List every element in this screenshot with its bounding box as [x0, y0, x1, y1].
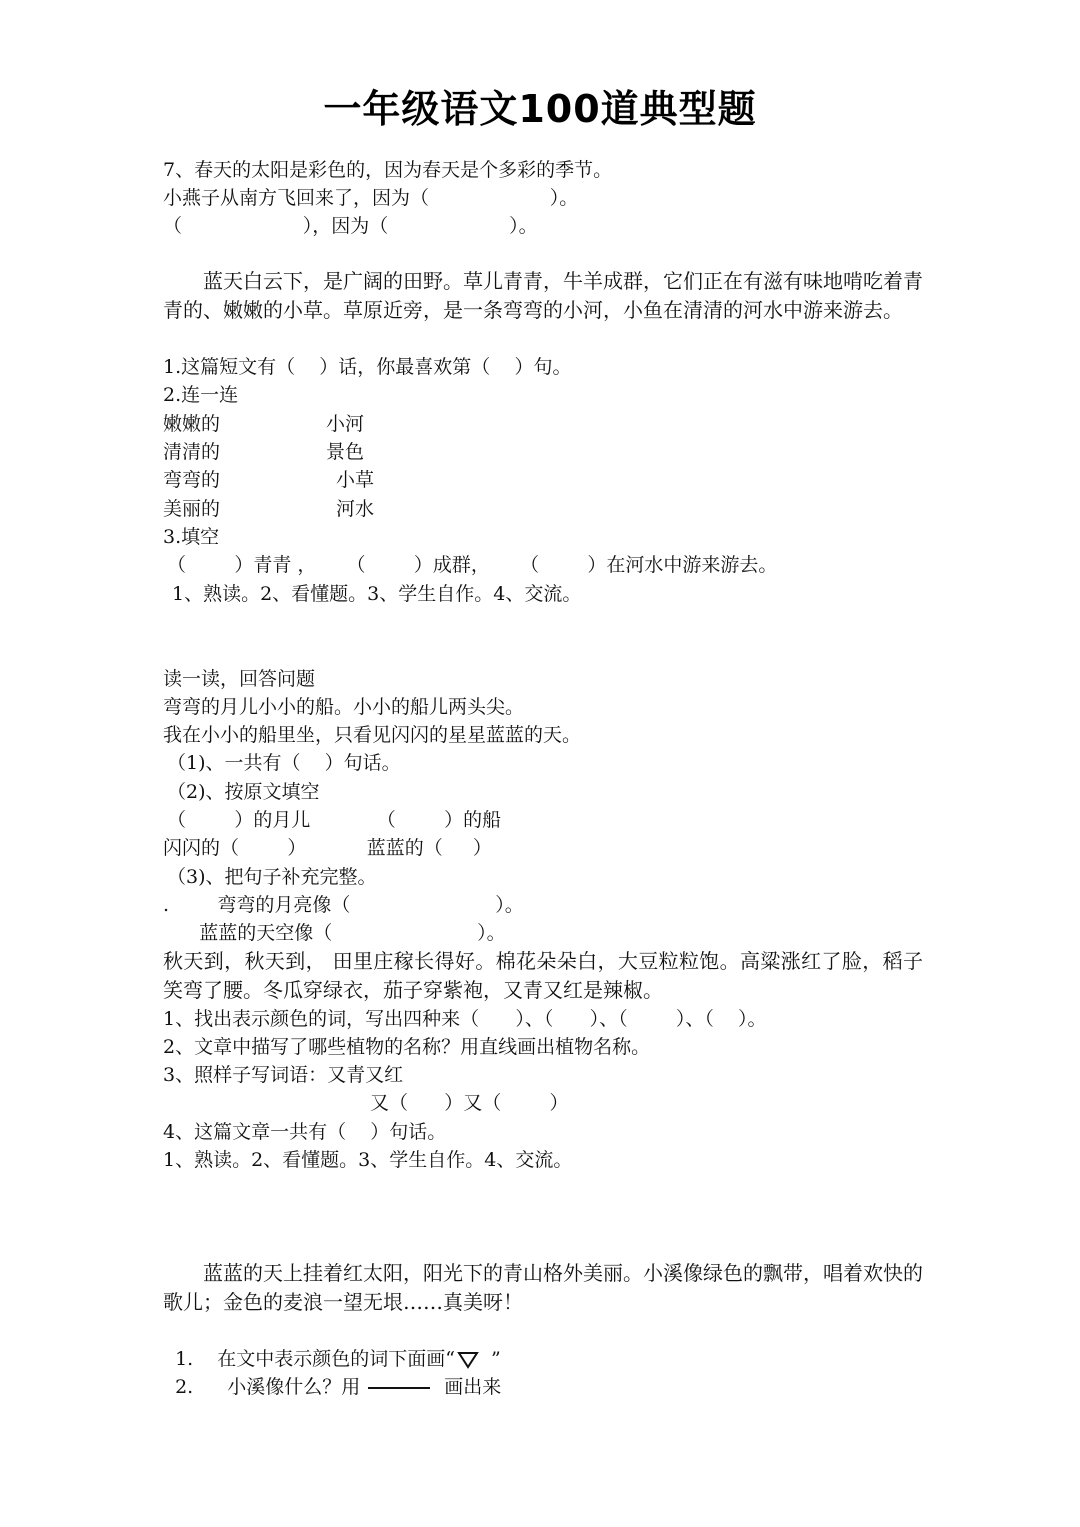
pair-left-1: 嫩嫩的 [163, 413, 221, 435]
question-2-text: 小溪像什么？用 [227, 1376, 361, 1398]
q7-line-2: 小燕子从南方飞回来了，因为（ ）。 [163, 187, 579, 209]
passage-2-question-1: （1)、一共有（ ）句话。 [167, 752, 401, 774]
straight-line-mark-icon [368, 1387, 430, 1389]
passage-1-question-1: 1.这篇短文有（ ）话，你最喜欢第（ ）句。 [163, 356, 572, 378]
passage-3-question-3-blank: 又（ ）又（ ） [370, 1092, 569, 1114]
passage-3-question-3: 3、照样子写词语：又青又红 [163, 1064, 404, 1086]
q7-line-1: 7、春天的太阳是彩色的，因为春天是个多彩的季节。 [163, 159, 613, 181]
passage-2-line-1: 弯弯的月儿小小的船。小小的船儿两头尖。 [163, 696, 525, 718]
q7-line-3: （ ），因为（ ）。 [163, 215, 538, 237]
passage-2-fill-2: 闪闪的（ ） 蓝蓝的（ ） [163, 837, 492, 859]
passage-2-question-2: （2)、按原文填空 [167, 781, 320, 803]
question-1-number: 1. [175, 1348, 194, 1370]
passage-2-fill-1: （ ）的月儿 （ ）的船 [167, 809, 502, 831]
passage-2-question-3: （3)、把句子补充完整。 [167, 866, 377, 888]
pair-right-2: 景色 [326, 441, 365, 463]
passage-2-sentence-2: 蓝蓝的天空像（ ）。 [163, 922, 506, 944]
passage-1-answer: 1、熟读。2、看懂题。3、学生自作。4、交流。 [172, 583, 582, 605]
pair-right-3: 小草 [336, 469, 375, 491]
question-2-end: 画出来 [444, 1376, 502, 1398]
passage-3-question-2: 2、文章中描写了哪些植物的名称？用直线画出植物名称。 [163, 1036, 651, 1058]
pair-right-4: 河水 [336, 498, 375, 520]
passage-3-answer: 1、熟读。2、看懂题。3、学生自作。4、交流。 [163, 1149, 573, 1171]
pair-left-2: 清清的 [163, 441, 221, 463]
passage-1-fill-blanks: （ ）青青 ， （ ）成群， （ ）在河水中游来游去。 [167, 554, 778, 576]
question-2-number: 2. [175, 1376, 194, 1398]
page-title: 一年级语文100道典型题 [323, 87, 757, 131]
passage-4-question-2 [163, 1345, 501, 1401]
question-1-end: ” [490, 1348, 501, 1370]
passage-3-question-1: 1、找出表示颜色的词，写出四种来（ ）、（ ）、（ ）、（ ）。 [163, 1008, 767, 1030]
passage-1-question-3: 3.填空 [163, 526, 220, 548]
passage-2-line-2: 我在小小的船里坐，只看见闪闪的星星蓝蓝的天。 [163, 724, 582, 746]
pair-left-3: 弯弯的 [163, 469, 221, 491]
passage-1-text: 蓝天白云下，是广阔的田野。草儿青青，牛羊成群，它们正在有滋有味地啃吃着青青的、嫩嫩的小草。草原近旁，是一条弯弯的小河，小鱼在清清的河水中游来游去。 [163, 269, 923, 322]
question-1-text: 在文中表示颜色的词下面画“ [217, 1348, 455, 1370]
passage-3-question-4: 4、这篇文章一共有（ ）句话。 [163, 1121, 447, 1143]
passage-2-heading: 读一读，回答问题 [163, 668, 316, 690]
passage-4-text: 蓝蓝的天上挂着红太阳，阳光下的青山格外美丽。小溪像绿色的飘带，唱着欢快的歌儿；金色的麦浪一望无垠……真美呀！ [163, 1261, 923, 1314]
passage-2-sentence-1: . 弯弯的月亮像（ ）。 [163, 894, 524, 916]
pair-right-1: 小河 [326, 413, 365, 435]
passage-1-question-2: 2.连一连 [163, 384, 239, 406]
pair-left-4: 美丽的 [163, 498, 221, 520]
passage-3-text: 秋天到，秋天到， 田里庄稼长得好。棉花朵朵白，大豆粒粒饱。高粱涨红了脸，稻子笑弯了腰。冬瓜穿绿衣，茄子穿紫袍，又青又红是辣椒。 [163, 949, 923, 1002]
